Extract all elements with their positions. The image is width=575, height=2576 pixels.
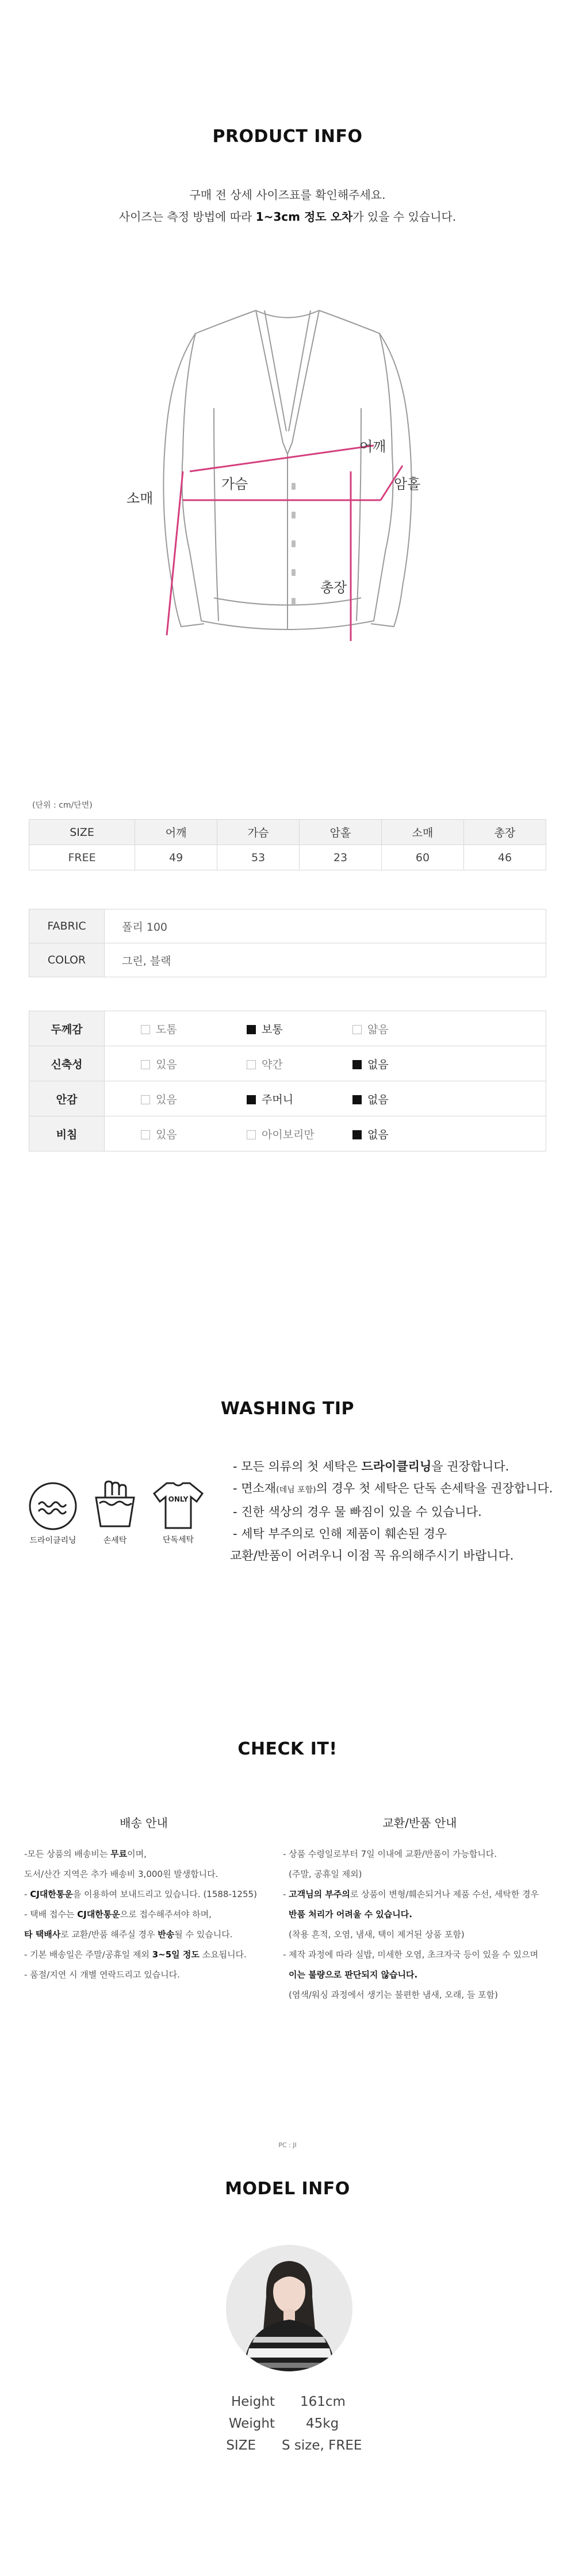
wash-tip-4: - 세탁 부주의로 인해 제품이 훼손된 경우	[233, 1527, 447, 1541]
attribute-option	[211, 1021, 317, 1036]
stat-label-size: SIZE	[226, 2438, 256, 2453]
shipping-text: -모든 상품의 배송비는 무료이며, 도서/산간 지역은 추가 배송비 3,000원 발생합니다. - CJ대한통운을 이용하여 보내드리고 있습니다. (1588-1255) - 택배 접수는 CJ대한통운으로 접수해주셔야 하며, 타 택배사로 교환/반품 해주실 경우 반송될 수 있습니다. - 기본 배송일은 주말/공휴일 제외 3~5일 정도 소요됩니다. - 품절/지연 시 개별 연락드리고 있습니다.	[24, 1849, 257, 1980]
attribute-label: 비침	[29, 1116, 105, 1151]
attribute-options	[105, 1011, 546, 1046]
cell-length: 46	[463, 845, 546, 870]
cell-sleeve: 60	[382, 845, 464, 870]
attribute-option	[105, 1056, 211, 1072]
check-title: CHECK IT!	[237, 1739, 338, 1759]
cell-chest: 53	[217, 845, 300, 870]
option-label: 없음	[367, 1093, 389, 1106]
dry-clean-icon	[27, 1480, 79, 1532]
fabric-label: FABRIC	[29, 909, 105, 943]
checked-box-icon	[247, 1095, 256, 1104]
unchecked-box-icon	[141, 1130, 150, 1139]
label-length: 총장	[320, 579, 347, 596]
table-row	[29, 1081, 546, 1116]
wash-icon-separate	[147, 1479, 210, 1545]
label-shoulder: 어깨	[359, 439, 386, 455]
fabric-row	[29, 909, 546, 943]
header-shoulder: 어깨	[135, 820, 217, 845]
header-chest: 가슴	[217, 820, 300, 845]
checked-box-icon	[352, 1060, 362, 1069]
stat-value-weight: 45kg	[306, 2416, 339, 2431]
cardigan-measurement-diagram	[0, 299, 575, 655]
attribute-options	[105, 1081, 546, 1116]
unchecked-box-icon	[141, 1060, 150, 1069]
intro-text	[0, 184, 575, 228]
washing-tips	[230, 1456, 553, 1567]
intro-line-2: 사이즈는 측정 방법에 따라 1~3cm 정도 오차가 있을 수 있습니다.	[118, 210, 457, 224]
fabric-value: 폴리 100	[105, 909, 546, 943]
color-row	[29, 943, 546, 977]
unchecked-box-icon	[247, 1060, 256, 1069]
buttons	[292, 483, 296, 605]
unchecked-box-icon	[141, 1095, 150, 1104]
size-unit: (단위 : cm/단면)	[32, 801, 93, 810]
label-chest: 가슴	[221, 476, 248, 492]
wash-tip-2: - 면소재(데님 포함)의 경우 첫 세탁은 단독 손세탁을 권장합니다.	[233, 1481, 553, 1495]
attribute-options	[105, 1046, 546, 1081]
cell-shoulder: 49	[135, 845, 217, 870]
wash-tip-3: - 진한 색상의 경우 물 빠짐이 있을 수 있습니다.	[233, 1505, 482, 1519]
label-armhole: 암홀	[394, 476, 421, 492]
intro-line-1: 구매 전 상세 사이즈표를 확인해주세요.	[189, 188, 386, 202]
color-label: COLOR	[29, 943, 105, 977]
attribute-table	[29, 1011, 546, 1151]
option-label: 약간	[262, 1058, 283, 1071]
hand-wash-icon	[89, 1475, 141, 1532]
wash-icon-dry-clean	[24, 1480, 82, 1546]
measurement-lines	[167, 446, 402, 641]
only-badge: ONLY	[168, 1495, 189, 1503]
stat-label-height: Height	[231, 2394, 275, 2409]
attribute-label: 안감	[29, 1081, 105, 1116]
unchecked-box-icon	[141, 1025, 150, 1034]
option-label: 있음	[156, 1128, 177, 1141]
wash-separately-icon	[150, 1479, 207, 1531]
attribute-option	[105, 1021, 211, 1036]
option-label: 주머니	[262, 1093, 294, 1106]
attribute-option	[211, 1126, 317, 1142]
washing-title: WASHING TIP	[220, 1399, 355, 1419]
attribute-option	[317, 1056, 423, 1072]
size-table	[29, 819, 546, 870]
attribute-option	[105, 1126, 211, 1142]
shoulder-line	[190, 446, 374, 471]
wash-icon-label: 드라이클리닝	[29, 1536, 76, 1545]
label-sleeve: 소매	[126, 490, 154, 506]
option-label: 얇음	[367, 1023, 389, 1036]
model-title: MODEL INFO	[225, 2179, 350, 2199]
wash-tip-1: - 모든 의류의 첫 세탁은 드라이클리닝을 권장합니다.	[233, 1460, 509, 1473]
stat-value-size: S size, FREE	[282, 2438, 362, 2453]
table-row	[29, 845, 546, 870]
table-row	[29, 1046, 546, 1081]
attribute-options	[105, 1116, 546, 1151]
attribute-option	[317, 1091, 423, 1107]
shipping-title: 배송 안내	[120, 1816, 168, 1830]
header-size: SIZE	[29, 820, 135, 845]
pc-label: PC : JI	[278, 2141, 297, 2149]
cell-armhole: 23	[300, 845, 382, 870]
product-info-title: PRODUCT INFO	[212, 126, 363, 147]
returns-title: 교환/반품 안내	[382, 1816, 457, 1830]
checked-box-icon	[352, 1130, 362, 1139]
option-label: 보통	[262, 1023, 283, 1036]
attribute-option	[317, 1126, 423, 1142]
option-label: 있음	[156, 1058, 177, 1071]
cell-size: FREE	[29, 845, 135, 870]
unchecked-box-icon	[352, 1025, 362, 1034]
attribute-option	[317, 1021, 423, 1036]
option-label: 있음	[156, 1093, 177, 1106]
header-sleeve: 소매	[382, 820, 464, 845]
fabric-color-table	[29, 909, 546, 977]
table-row	[29, 1116, 546, 1151]
wash-icon-label: 손세탁	[103, 1536, 127, 1545]
returns-text: - 상품 수령일로부터 7일 이내에 교환/반품이 가능합니다. (주말, 공휴일 제외) - 고객님의 부주의로 상품이 변형/훼손되거나 제품 수선, 세탁한 경우 반품 처리가 어려울 수 있습니다. (착용 흔적, 오염, 냄새, 택이 제거된 상품 포함) - 제작 과정에 따라 실밥, 미세한 오염, 초크자국 등이 있을 수 있으며 이는 불량으로 판단되지 않습니다. (염색/워싱 과정에서 생기는 불편한 냄새, 오래, 들 포함)	[283, 1849, 539, 2000]
sleeve-line	[167, 471, 183, 635]
unchecked-box-icon	[247, 1130, 256, 1139]
wash-icon-label: 단독세탁	[162, 1535, 194, 1545]
size-header-row	[29, 820, 546, 845]
option-label: 아이보리만	[262, 1128, 315, 1141]
attribute-label: 신축성	[29, 1046, 105, 1081]
attribute-option	[211, 1091, 317, 1107]
option-label: 없음	[367, 1058, 389, 1071]
option-label: 도톰	[156, 1023, 177, 1036]
checked-box-icon	[247, 1025, 256, 1034]
table-row	[29, 1011, 546, 1046]
option-label: 없음	[367, 1128, 389, 1141]
stat-label-weight: Weight	[228, 2416, 275, 2431]
header-armhole: 암홀	[300, 820, 382, 845]
checked-box-icon	[352, 1095, 362, 1104]
attribute-option	[105, 1091, 211, 1107]
attribute-label: 두께감	[29, 1011, 105, 1046]
stat-value-height: 161cm	[300, 2394, 346, 2409]
header-length: 총장	[463, 820, 546, 845]
attribute-option	[211, 1056, 317, 1072]
color-value: 그린, 블랙	[105, 943, 546, 977]
model-avatar	[226, 2245, 352, 2371]
wash-tip-5: 교환/반품이 어려우니 이점 꼭 유의해주시기 바랍니다.	[230, 1549, 514, 1563]
wash-icon-hand-wash	[86, 1475, 144, 1546]
